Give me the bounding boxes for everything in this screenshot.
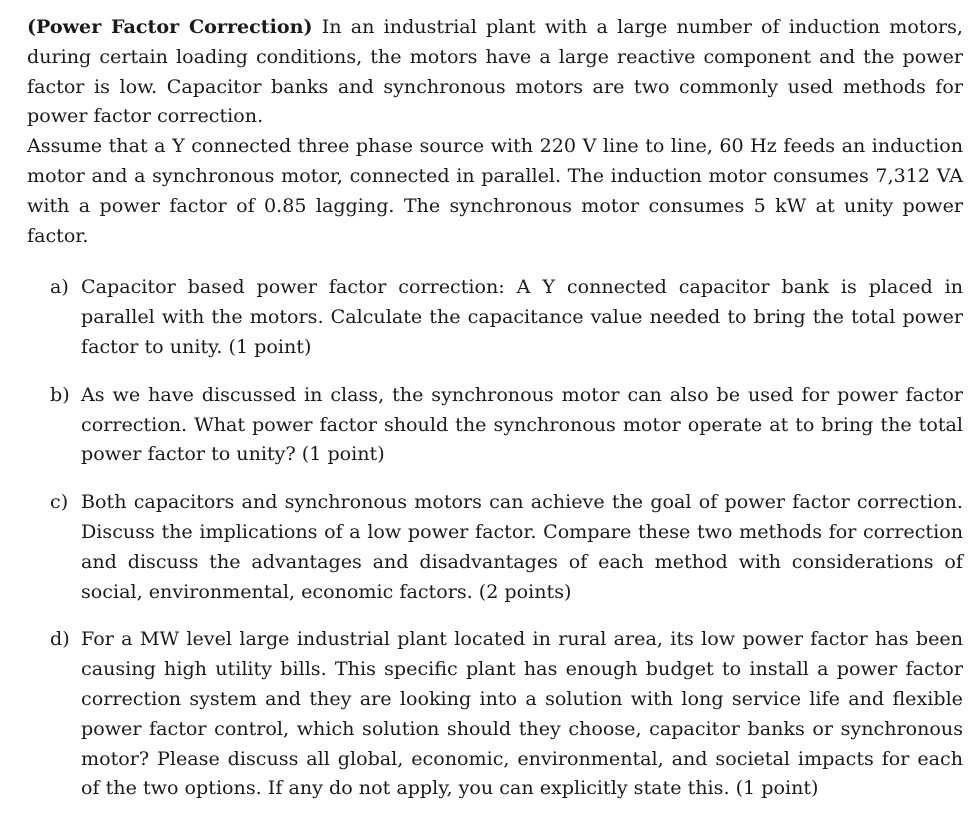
question-text: As we have discussed in class, the synchronous motor can also be used for power factor correction. What power factor should the synchronous motor operate at to bring the total power factor to unity? (1 point) bbox=[81, 382, 963, 466]
question-marker: a) bbox=[50, 275, 69, 299]
question-text: Capacitor based power factor correction: A Y connected capacitor bank is placed in parallel with the motors. Calculate the capacitance value needed to bring the total power factor to unity. (1 point) bbox=[81, 275, 963, 358]
problem-title: (Power Factor Correction) bbox=[27, 15, 313, 38]
question-marker: c) bbox=[50, 490, 69, 514]
question-c bbox=[27, 487, 963, 606]
question-text: For a MW level large industrial plant located in rural area, its low power factor has been causing high utility bills. This specific plant has enough budget to install a power factor correction system and they are looking into a solution with long service life and flexible power factor control, which solution should they choose, capacitor banks or synchronous motor? Please discuss all global, economic, environmental, and societal impacts for each of the two options. If any do not apply, you can explicitly state this. (1 point) bbox=[81, 627, 963, 800]
question-a bbox=[27, 272, 963, 361]
question-marker: d) bbox=[50, 627, 70, 651]
question-list bbox=[27, 272, 963, 803]
question-b bbox=[27, 380, 963, 469]
question-d bbox=[27, 624, 963, 803]
setup-paragraph: Assume that a Y connected three phase source with 220 V line to line, 60 Hz feeds an induction motor and a synchronous motor, connected in parallel. The induction motor consumes 7,312 VA with a power factor of 0.85 lagging. The synchronous motor consumes 5 kW at unity power factor. bbox=[27, 134, 963, 247]
question-marker: b) bbox=[50, 382, 70, 406]
problem-statement bbox=[27, 12, 963, 821]
intro-text: In an industrial plant with a large number of induction motors, during certain loading conditions, the motors have a large reactive component and the power factor is low. Capacitor banks and synchronous motors are two commonly used methods for power factor correction. bbox=[27, 15, 963, 128]
intro-paragraph bbox=[27, 12, 963, 131]
question-text: Both capacitors and synchronous motors can achieve the goal of power factor correction. Discuss the implications of a low power factor. Compare these two methods for correction and discuss the advantages and disadvantages of each method with considerations of social, environmental, economic factors. (2 points) bbox=[81, 490, 963, 603]
